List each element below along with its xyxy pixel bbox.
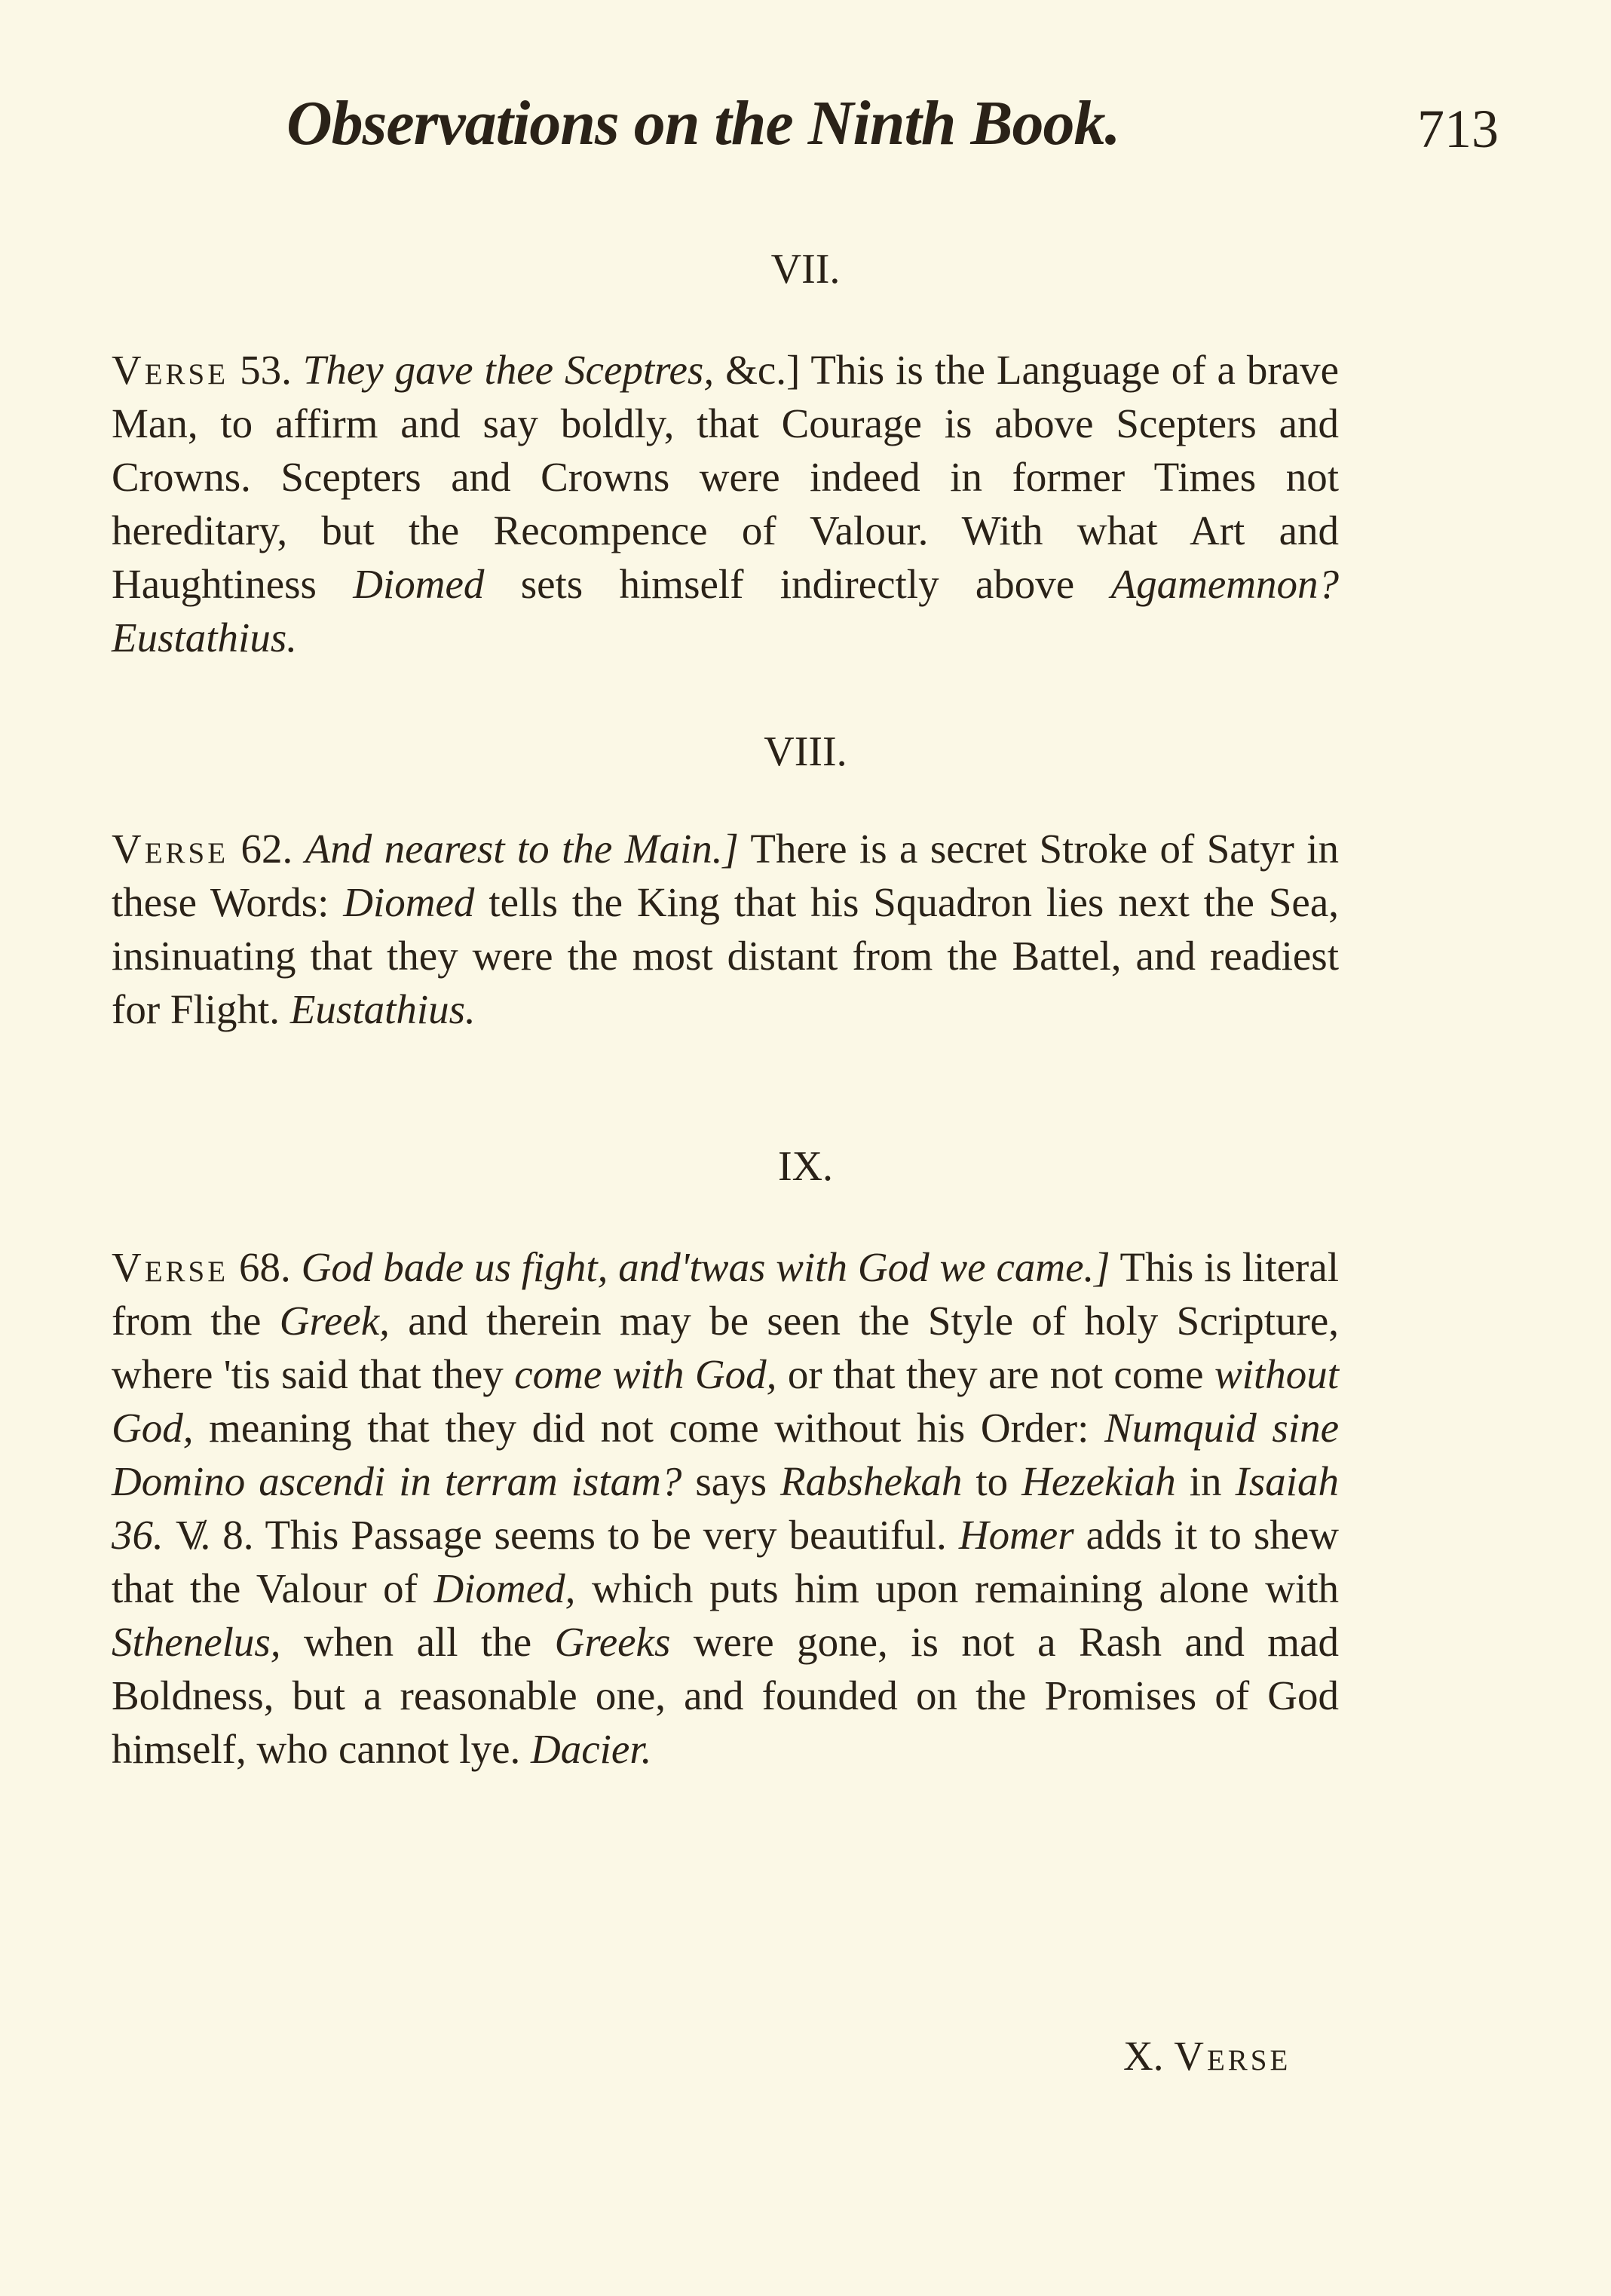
proper-name: Diomed, [433, 1565, 576, 1611]
italic-phrase: come with God, [514, 1351, 777, 1397]
verse-label: Verse [112, 1244, 229, 1290]
proper-name: Homer [958, 1512, 1074, 1558]
catchword [1123, 2032, 1291, 2080]
proper-name: Sthenelus, [112, 1619, 281, 1665]
section-numeral-viii: VIII. [764, 728, 847, 775]
source-citation: Eustathius. [112, 615, 297, 661]
verse-number: 68. [238, 1244, 291, 1290]
note-text: This is literal from the [112, 1244, 1340, 1344]
proper-name: Diomed [353, 561, 485, 607]
running-title: Observations on the Ninth Book. [286, 88, 1120, 158]
italic-word: Greek, [279, 1298, 390, 1344]
note-text: which puts him upon remaining alone with [575, 1565, 1339, 1611]
note-text: and therein may be seen the Style of holy Scripture, where 'tis said that they [112, 1298, 1339, 1397]
lemma: They gave thee Sceptres, [302, 347, 715, 393]
proper-name: Isaiah [1235, 1458, 1339, 1504]
proper-name: Agamemnon? [1110, 561, 1339, 607]
italic-phrase: without God, [112, 1351, 1340, 1451]
proper-name: Hezekiah [1021, 1458, 1176, 1504]
note-text: This is the Language of a brave Man, to affirm and say boldly, that Courage is above Scepters and Crowns. Scepters and Crowns were indeed in former Times not hereditary, but the Recompence of Valour. With what Art and Haughtiness [112, 347, 1340, 607]
note-paragraph-ix [112, 1240, 1339, 1776]
note-text: There is a secret Stroke of Satyr in these Words: [112, 826, 1339, 925]
proper-name: Rabshekah [780, 1458, 963, 1504]
verse-number: 62. [240, 826, 293, 872]
source-citation: Dacier. [531, 1726, 652, 1772]
lemma-tail: &c.] [725, 347, 801, 393]
latin-quotation: Numquid sine Domino ascendi in terram istam? [112, 1405, 1339, 1504]
note-text: in [1175, 1458, 1236, 1504]
catchword-numeral: X. [1123, 2033, 1164, 2079]
chapter-number: 36. [112, 1512, 176, 1558]
proper-name: Diomed [343, 879, 475, 925]
note-paragraph-viii [112, 822, 1339, 1036]
note-text: tells the King that his Squadron lies next the Sea, insinuating that they were the most distant from the Battel, and readiest for Flight. [112, 879, 1339, 1032]
verse-label: Verse [112, 826, 229, 872]
note-paragraph-vii [112, 343, 1339, 664]
note-text: sets himself indirectly above [484, 561, 1111, 607]
note-text: meaning that they did not come without his Order: [193, 1405, 1105, 1451]
page-number: 713 [1417, 99, 1499, 159]
section-numeral-ix: IX. [777, 1143, 834, 1190]
note-text: says [681, 1458, 781, 1504]
note-text: V̸. 8. This Passage seems to be very beautiful. [175, 1512, 959, 1558]
verse-label: Verse [112, 347, 229, 393]
source-citation: Eustathius. [289, 986, 476, 1032]
catchword-word: Verse [1174, 2033, 1291, 2079]
note-text: adds it to shew that the Valour of [112, 1512, 1340, 1611]
note-text: to [962, 1458, 1022, 1504]
section-numeral-vii: VII. [770, 246, 841, 293]
note-text: or that they are not come [776, 1351, 1214, 1397]
lemma: God bade us fight, and'twas with God we came.] [301, 1244, 1110, 1290]
note-text: when all the [280, 1619, 555, 1665]
lemma: And nearest to the Main.] [305, 826, 739, 872]
note-text: were gone, is not a Rash and mad Boldness, but a reasonable one, and founded on the Promises of God himself, who cannot lye. [112, 1619, 1339, 1772]
verse-number: 53. [240, 347, 292, 393]
proper-name: Greeks [554, 1619, 671, 1665]
